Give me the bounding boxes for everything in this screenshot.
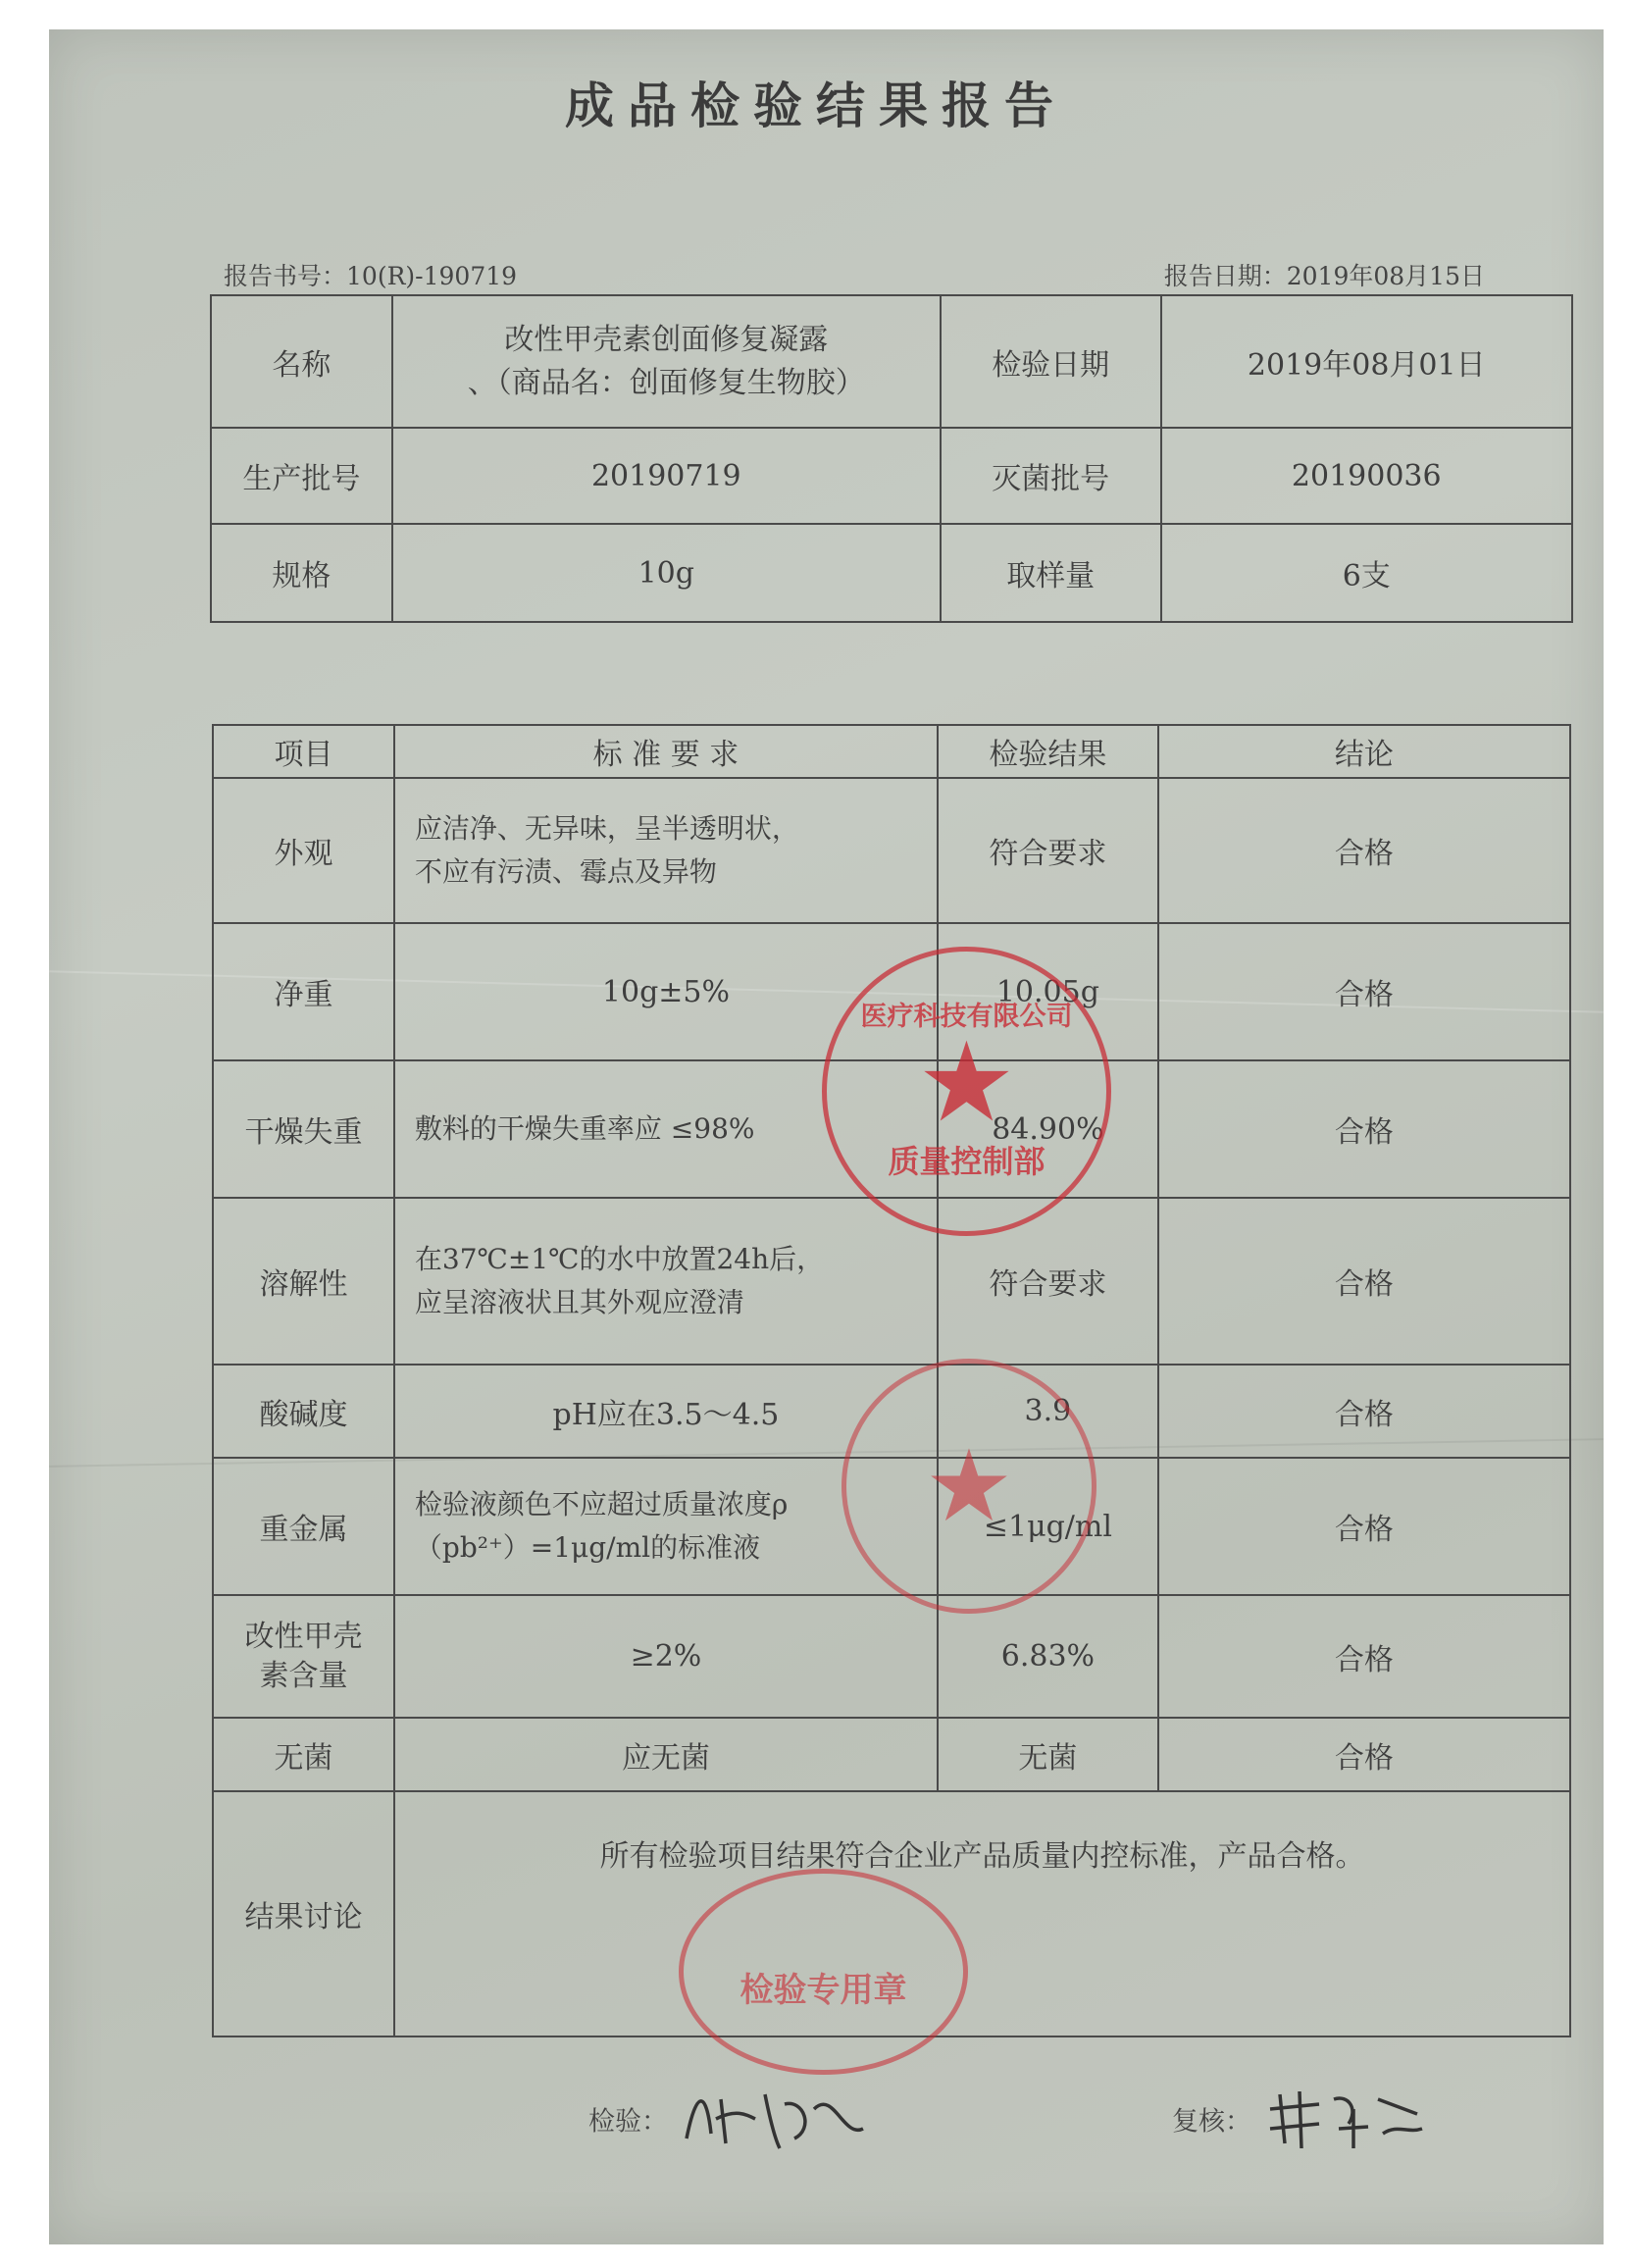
row-standard: ≥2% — [394, 1595, 938, 1718]
company-stamp — [842, 1359, 1096, 1614]
report-date — [1164, 257, 1485, 292]
header-result: 检验结果 — [938, 725, 1158, 778]
row-standard — [394, 1198, 938, 1365]
row-result: 10.05g — [938, 923, 1158, 1060]
report-number-value: 10(R)-190719 — [346, 262, 518, 290]
star-icon: ★ — [922, 1024, 1011, 1140]
inspect-date-label: 检验日期 — [941, 295, 1161, 428]
row-item: 溶解性 — [213, 1198, 394, 1365]
product-name-line2: 、（商品名：创面修复生物胶） — [467, 365, 865, 400]
results-table — [212, 724, 1571, 2037]
inspector-signature — [677, 2080, 873, 2158]
row-conclusion: 合格 — [1158, 1198, 1570, 1365]
row-conclusion: 合格 — [1158, 1458, 1570, 1595]
standard-line: 应洁净、无异味，呈半透明状， — [414, 812, 799, 845]
reviewer-signature-row — [1172, 2080, 1427, 2158]
discussion-content: 所有检验项目结果符合企业产品质量内控标准，产品合格。 — [599, 1839, 1365, 1874]
row-standard: 应无菌 — [394, 1718, 938, 1791]
stamp-company-text: 医疗科技有限公司 — [860, 1002, 1073, 1032]
header-standard: 标 准 要 求 — [394, 725, 938, 778]
header-item: 项目 — [213, 725, 394, 778]
row-conclusion: 合格 — [1158, 778, 1570, 923]
stamp-department-text: 质量控制部 — [888, 1143, 1046, 1180]
sterilization-batch-label: 灭菌批号 — [941, 428, 1161, 524]
batch-label: 生产批号 — [211, 428, 392, 524]
row-conclusion: 合格 — [1158, 1595, 1570, 1718]
inspection-stamp — [679, 1869, 968, 2075]
name-label: 名称 — [211, 295, 392, 428]
table-row — [213, 1595, 1570, 1718]
row-item: 干燥失重 — [213, 1060, 394, 1198]
star-icon: ★ — [929, 1434, 1009, 1538]
row-result: 符合要求 — [938, 1198, 1158, 1365]
row-item: 重金属 — [213, 1458, 394, 1595]
row-standard: pH应在3.5～4.5 — [394, 1365, 938, 1458]
row-item: 外观 — [213, 778, 394, 923]
product-info-table — [210, 294, 1573, 623]
row-item-text: 改性甲壳素含量 — [244, 1619, 363, 1693]
reviewer-label: 复核： — [1172, 2106, 1251, 2138]
sample-label: 取样量 — [941, 524, 1161, 622]
spec-value: 10g — [392, 524, 941, 622]
row-item — [213, 1595, 394, 1718]
row-result: 符合要求 — [938, 778, 1158, 923]
row-standard: 敷料的干燥失重率应 ≤98% — [394, 1060, 938, 1198]
product-name — [392, 295, 941, 428]
standard-line: 不应有污渍、霉点及异物 — [414, 855, 717, 888]
table-row — [213, 1198, 1570, 1365]
discussion-label: 结果讨论 — [213, 1791, 394, 2036]
row-conclusion: 合格 — [1158, 1365, 1570, 1458]
standard-line: 应呈溶液状且其外观应澄清 — [414, 1286, 744, 1318]
table-row — [213, 778, 1570, 923]
row-item: 无菌 — [213, 1718, 394, 1791]
row-item: 净重 — [213, 923, 394, 1060]
sample-value: 6支 — [1161, 524, 1573, 622]
row-standard: 10g±5% — [394, 923, 938, 1060]
report-number-label: 报告书号： — [224, 262, 347, 290]
report-title: 成品检验结果报告 — [565, 77, 1067, 134]
inspector-signature-row — [588, 2080, 873, 2158]
row-result: ≤1μg/ml — [938, 1458, 1158, 1595]
batch-value: 20190719 — [392, 428, 941, 524]
report-date-value: 2019年08月15日 — [1286, 262, 1485, 290]
row-result: 无菌 — [938, 1718, 1158, 1791]
spec-label: 规格 — [211, 524, 392, 622]
reviewer-signature — [1260, 2080, 1427, 2158]
standard-line: （pb²⁺）=1μg/ml的标准液 — [414, 1531, 761, 1564]
standard-line: 检验液颜色不应超过质量浓度ρ — [414, 1488, 789, 1521]
row-conclusion: 合格 — [1158, 923, 1570, 1060]
table-row — [213, 1718, 1570, 1791]
product-name-line1: 改性甲壳素创面修复凝露 — [504, 322, 829, 357]
stamp-inspection-text: 检验专用章 — [740, 1970, 907, 2010]
row-result: 3.9 — [938, 1365, 1158, 1458]
report-date-label: 报告日期： — [1163, 262, 1287, 290]
standard-line: 在37℃±1℃的水中放置24h后， — [414, 1243, 825, 1275]
header-conclusion: 结论 — [1158, 725, 1570, 778]
row-conclusion: 合格 — [1158, 1060, 1570, 1198]
row-conclusion: 合格 — [1158, 1718, 1570, 1791]
report-number — [224, 257, 517, 292]
inspect-date-value: 2019年08月01日 — [1161, 295, 1573, 428]
row-result: 6.83% — [938, 1595, 1158, 1718]
sterilization-batch-value: 20190036 — [1161, 428, 1573, 524]
row-result: 84.90% — [938, 1060, 1158, 1198]
discussion-text — [394, 1791, 1570, 2036]
row-item: 酸碱度 — [213, 1365, 394, 1458]
row-standard — [394, 778, 938, 923]
qc-department-stamp — [822, 947, 1111, 1236]
inspector-label: 检验： — [588, 2106, 668, 2138]
